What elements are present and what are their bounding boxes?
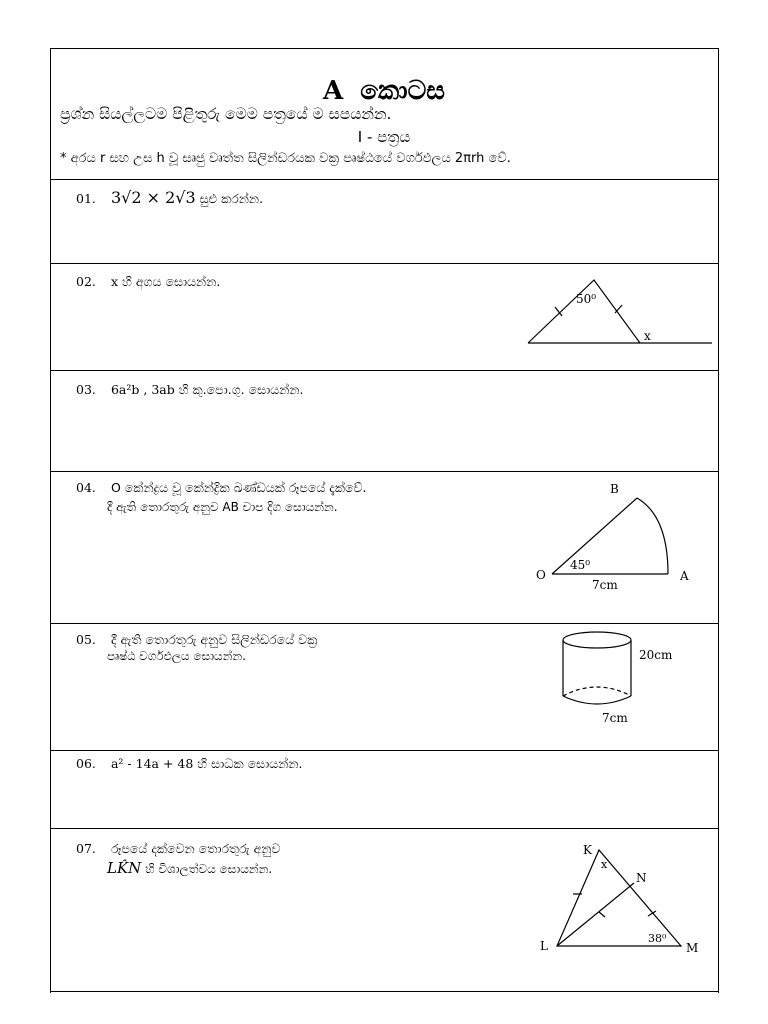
point-M-label: M [686,941,699,955]
question-expression: 6a²b , 3ab [110,382,175,397]
cylinder-figure [555,628,715,736]
divider-q6 [50,828,718,829]
section-letter: A [322,76,344,106]
question-number: 03. [76,382,96,397]
question-01 [76,188,263,207]
question-expression: 3√2 × 2√3 [110,188,196,207]
question-04-line2: දී ඇති තොරතුරු අනුව AB චාප දිග සොයන්න. [107,500,338,514]
question-text: සුළු කරන්න. [199,191,264,206]
arc-AB [637,498,668,574]
cylinder-base-front [563,696,631,704]
angle-x-label: x [601,858,608,871]
question-04 [76,480,366,496]
center-angle-label: 45⁰ [570,558,591,572]
triangle-outline [528,280,640,343]
question-text-line1: දී ඇති තොරතුරු අනුව සිලින්ඩරයේ වක්‍ර [110,632,318,647]
cylinder-diameter-label: 7cm [602,711,628,725]
question-03 [76,382,303,398]
question-number: 04. [76,480,96,495]
divider-header [50,179,718,180]
point-K-label: K [583,843,592,857]
question-text: හි විශාලත්වය සොයන්න. [145,862,273,876]
cylinder-top-ellipse [563,632,631,648]
divider-q4 [50,623,718,624]
question-07 [76,841,280,857]
point-L-label: L [540,939,548,953]
triangle-KLM-figure [535,838,710,963]
angle-expression: LK̂N [107,859,142,877]
section-word: කොටස [360,76,445,106]
angle-38-label: 38⁰ [648,932,667,945]
question-number: 06. [76,756,96,771]
paper-label: I - පත්‍රය [357,128,411,146]
equal-side-tick [615,305,622,313]
sector-figure [530,478,710,598]
question-number: 07. [76,841,96,856]
question-07-line2 [107,859,272,877]
question-number: 02. [76,274,96,289]
question-number: 05. [76,632,96,647]
question-05-line2: පෘෂ්ඨ වර්ගඵලය සොයන්න. [107,649,246,663]
question-expression: a² - 14a + 48 [110,756,194,771]
cylinder-height-label: 20cm [639,648,673,662]
question-06 [76,756,302,772]
formula-note: * අරය r සහ උස h වූ සෘජු වෘත්ත සිලින්ඩරයක වක්‍ර පෘෂ්ඨයේ වර්ගඵලය 2πrh වේ. [60,151,511,166]
divider-q1 [50,263,718,264]
question-text: හි සාධක සොයන්න. [197,756,303,771]
instruction-text: ප්‍රශ්න සියල්ලටම පිළිතුරු මෙම පත්‍රයේ ම සපයන්න. [60,105,392,123]
divider-q2 [50,370,718,371]
point-B-label: B [610,482,619,496]
question-text-line1: රූපයේ දක්වෙන තොරතුරු අනුව [110,841,281,856]
equal-side-tick [599,912,605,917]
exterior-angle-x-label: x [644,329,651,343]
question-05 [76,632,317,648]
divider-q5 [50,750,718,751]
isosceles-triangle-figure [520,270,720,355]
question-text: හි කු.පො.ගු. සොයන්න. [178,382,304,397]
point-A-label: A [680,569,689,583]
question-expression: x [110,274,119,289]
question-text-line1: O කේන්ද්‍රය වූ කේන්ද්‍රික ඛණ්ඩයක් රූපයේ දැක්වේ. [110,480,367,495]
point-O-label: O [536,568,546,582]
question-number: 01. [76,191,96,206]
radius-length-label: 7cm [592,578,618,592]
segment-LN [557,883,634,946]
question-02 [76,274,220,290]
divider-bottom [50,991,718,992]
section-title [0,76,768,107]
cylinder-base-back [563,687,631,696]
apex-angle-label: 50⁰ [576,292,597,306]
point-N-label: N [636,871,647,885]
question-text: හි අගය සොයන්න. [122,274,221,289]
radius-OB [552,498,637,574]
divider-q3 [50,471,718,472]
